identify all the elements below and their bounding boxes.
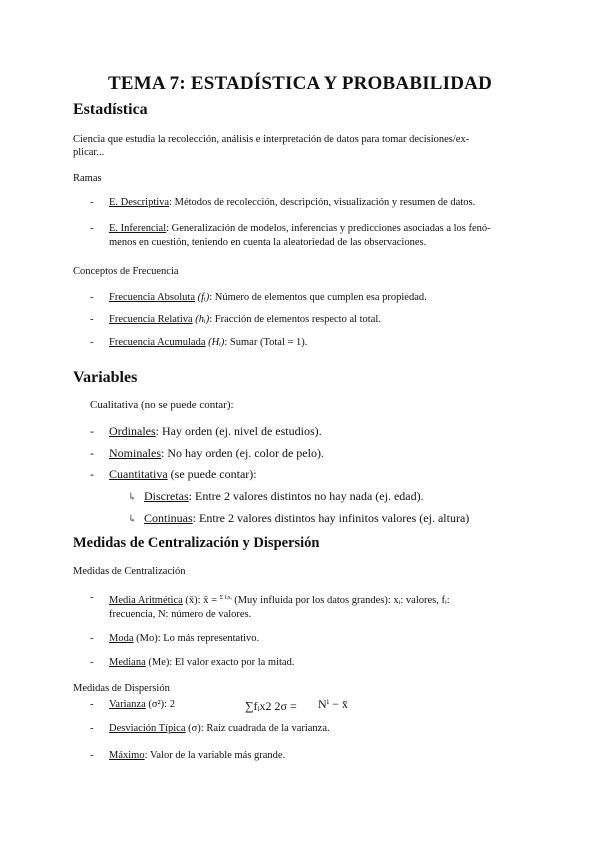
desc-descriptiva: : Métodos de recolección, descripción, visualización y resumen de datos. (169, 197, 476, 208)
bullet-dash: - (90, 467, 94, 481)
sym-frecuencia-acumulada: (Hᵢ) (205, 337, 225, 348)
varianza-formula-sum: ∑fᵢx2 2σ = (245, 699, 297, 713)
term-frecuencia-absoluta: Frecuencia Absoluta (109, 292, 196, 303)
bullet-dash: - (90, 292, 94, 303)
term-inferencial: E. Inferencial (109, 223, 167, 234)
return-arrow-icon: ↳ (128, 492, 137, 503)
ramas-label: Ramas (73, 173, 102, 184)
bullet-dash: - (90, 633, 94, 644)
bullet-dash: - (90, 223, 94, 234)
sym-frecuencia-absoluta: (fᵢ) (195, 292, 210, 303)
term-moda: Moda (109, 633, 134, 644)
desc-mediana: (Me): El valor exacto por la mitad. (145, 657, 295, 668)
heading-medidas: Medidas de Centralización y Dispersión (73, 535, 320, 551)
term-frecuencia-acumulada: Frecuencia Acumulada (109, 337, 206, 348)
return-arrow-icon: ↳ (128, 514, 137, 525)
bullet-dash: - (90, 446, 94, 460)
desc-nominales: : No hay orden (ej. color de pelo). (161, 446, 324, 460)
bullet-dash: - (90, 723, 94, 734)
bullet-dash: - (90, 699, 94, 710)
estadistica-definition-line1: Ciencia que estudia la recolección, análisis e interpretación de datos para tomar decisiones/ex- (73, 134, 470, 145)
desc-inferencial: : Generalización de modelos, inferencias y predicciones asociadas a los fenó- (166, 223, 491, 234)
bullet-dash: - (90, 750, 94, 761)
bullet-dash: - (90, 657, 94, 668)
cualitativa-label: Cualitativa (no se puede contar): (90, 399, 234, 411)
centralizacion-label: Medidas de Centralización (73, 566, 186, 577)
term-cuantitativa: Cuantitativa (109, 467, 168, 481)
bullet-dash: - (90, 424, 94, 438)
heading-estadistica: Estadística (73, 101, 148, 118)
bullet-dash: - (90, 314, 94, 325)
term-maximo: Máximo (109, 750, 145, 761)
media-fraction: Σ fᵢxᵢ (219, 595, 232, 601)
desc-media-line2: frecuencia, N: número de valores. (109, 609, 252, 620)
dispersion-label: Medidas de Dispersión (73, 683, 170, 694)
term-varianza: Varianza (109, 699, 146, 710)
desc-moda: (Mo): Lo más representativo. (133, 633, 260, 644)
term-media: Media Aritmética (109, 595, 183, 606)
desc-cuantitativa: (se puede contar): (167, 467, 257, 481)
term-frecuencia-relativa: Frecuencia Relativa (109, 314, 193, 325)
term-continuas: Continuas (144, 511, 193, 525)
bullet-dash: - (90, 197, 94, 208)
desc-frecuencia-acumulada: : Sumar (Total = 1). (224, 337, 308, 348)
term-descriptiva: E. Descriptiva (109, 197, 170, 208)
desc-continuas: : Entre 2 valores distintos hay infinitos valores (ej. altura) (192, 511, 470, 525)
desc-media: (Muy influida por los datos grandes): xᵢ: valores, fᵢ: (231, 595, 450, 606)
bullet-dash: - (90, 337, 94, 348)
desc-frecuencia-absoluta: : Número de elementos que cumplen esa propiedad. (209, 292, 427, 303)
desc-frecuencia-relativa: : Fracción de elementos respecto al total. (209, 314, 381, 325)
bullet-dash: - (90, 592, 94, 603)
heading-variables: Variables (73, 369, 138, 386)
sym-media: (x̄): x̄ = (182, 595, 220, 606)
desc-discretas: : Entre 2 valores distintos no hay nada (ej. edad). (188, 489, 424, 503)
desc-inferencial-line2: menos en cuestión, teniendo en cuenta la aleatoriedad de las observaciones. (109, 237, 427, 248)
estadistica-definition-line2: plicar... (73, 147, 105, 158)
sym-frecuencia-relativa: (hᵢ) (192, 314, 210, 325)
list-item-continuas (128, 511, 469, 527)
list-item-discretas (128, 489, 424, 505)
term-mediana: Mediana (109, 657, 146, 668)
term-ordinales: Ordinales (109, 424, 156, 438)
desc-desviacion: (σ): Raíz cuadrada de la varianza. (185, 723, 330, 734)
document-title: TEMA 7: ESTADÍSTICA Y PROBABILIDAD (107, 73, 493, 94)
term-desviacion: Desviación Típica (109, 723, 186, 734)
sym-varianza: (σ²): 2 (145, 699, 175, 710)
term-nominales: Nominales (109, 446, 161, 460)
desc-ordinales: : Hay orden (ej. nivel de estudios). (155, 424, 322, 438)
varianza-formula-term: Nⁱ − x̄ (318, 697, 348, 711)
desc-maximo: : Valor de la variable más grande. (144, 750, 286, 761)
term-discretas: Discretas (144, 489, 189, 503)
frecuencia-label: Conceptos de Frecuencia (73, 266, 179, 277)
